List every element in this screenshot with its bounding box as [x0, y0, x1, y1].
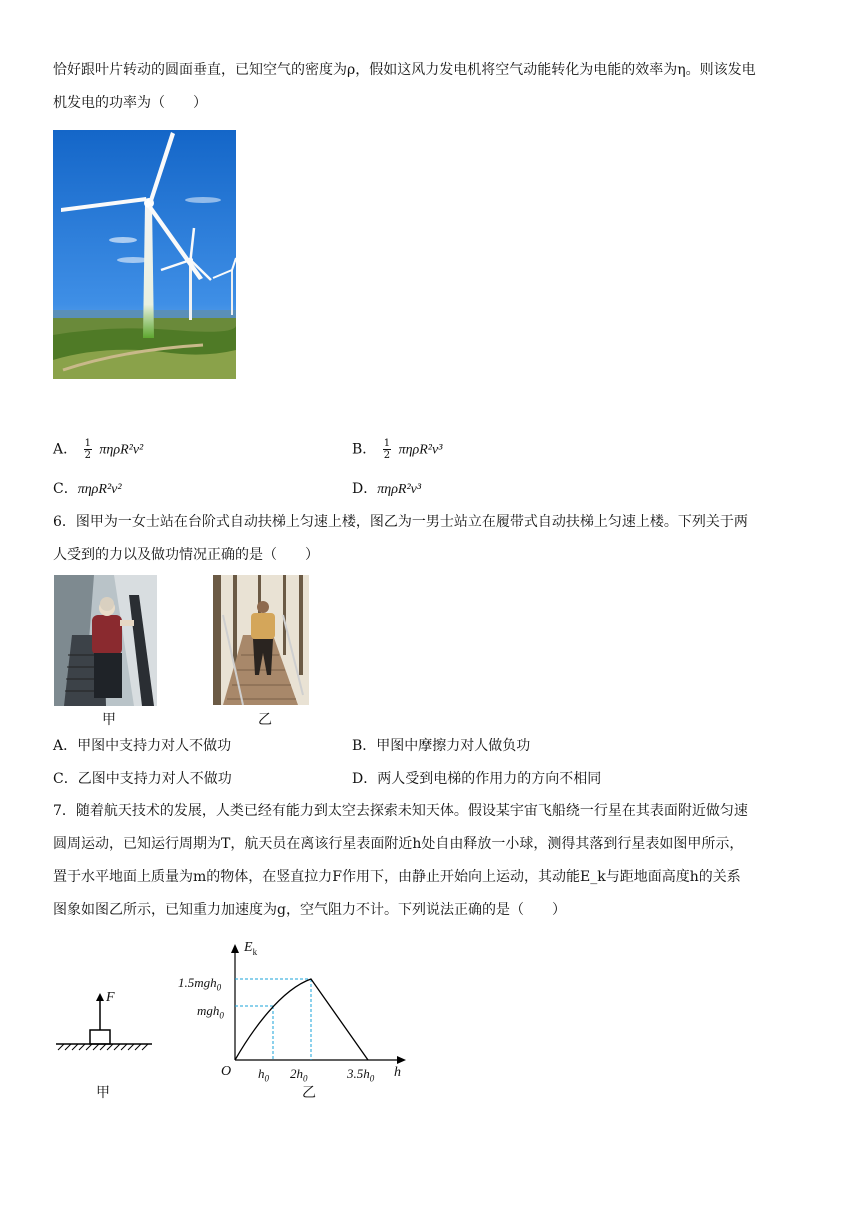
wind-turbine-image	[53, 130, 236, 379]
q7-line-3-text: 置于水平地面上质量为m的物体，在竖直拉力F作用下，由静止开始向上运动，其动能E_k与距地面高度h的关系	[53, 869, 741, 885]
q5-text-line-2	[53, 93, 207, 113]
force-label: F	[106, 990, 115, 1005]
ek-curve	[235, 979, 368, 1060]
escalator-photo-right	[213, 575, 309, 705]
q5-option-a-fraction	[84, 438, 92, 461]
escalator-right-caption: 乙	[258, 712, 272, 728]
q5-option-d-expression: πηρR²v³	[377, 482, 422, 497]
escalator-photo-left	[54, 575, 157, 706]
q7-line-1-text: 7．随着航天技术的发展，人类已经有能力到太空去探索未知天体。假设某宇宙飞船绕一行星在其表面附近做匀速	[53, 803, 748, 819]
q6-option-d[interactable]: D．两人受到电梯的作用力的方向不相同	[352, 771, 602, 787]
x-tick-1: $h_0$	[258, 1066, 269, 1084]
q5-option-c-expression: πηρR²v²	[77, 482, 122, 497]
fraction-numerator: 1	[84, 438, 91, 449]
escalator-left-caption: 甲	[102, 712, 116, 728]
q7-line-4-text: 图象如图乙所示，已知重力加速度为g，空气阻力不计。下列说法正确的是（ ）	[53, 902, 566, 918]
origin-label: O	[221, 1064, 232, 1079]
q5-option-a[interactable]	[53, 438, 143, 461]
step-escalator-image	[54, 575, 157, 706]
q7-text-line-3	[53, 867, 741, 887]
y-tick-low: mgh$_0$	[197, 1003, 224, 1021]
y-tick-high: 1.5mgh$_0$	[178, 975, 222, 993]
q5-option-a-label: A．	[53, 441, 78, 458]
q5-option-b-fraction	[383, 438, 391, 461]
y-axis-arrow	[231, 944, 239, 953]
q6-text-line-2	[53, 545, 319, 565]
guide-lines	[235, 979, 311, 1060]
q7-line-2-text: 圆周运动，已知运行周期为T，航天员在离该行星表面附近h处自由释放一小球，测得其落到行星表如图甲所示，	[53, 836, 744, 852]
q7-text-line-4	[53, 900, 566, 920]
moving-walkway-image	[213, 575, 309, 705]
ground-hatching	[58, 1044, 148, 1050]
force-arrow-head	[96, 993, 104, 1001]
force-diagram	[50, 988, 160, 1058]
q6-text-line-1	[53, 512, 748, 532]
q5-line-2-text: 机发电的功率为（ ）	[53, 95, 207, 111]
block	[90, 1030, 110, 1044]
q6-option-b[interactable]: B．甲图中摩擦力对人做负功	[352, 738, 531, 754]
q5-option-b-expression: πηρR²v³	[398, 442, 443, 458]
fraction-denominator: 2	[84, 450, 91, 461]
q6-line-1-text: 6．图甲为一女士站在台阶式自动扶梯上匀速上楼，图乙为一男士站立在履带式自动扶梯上匀速上楼。下列关于两	[53, 514, 748, 530]
q5-option-b-label: B．	[352, 441, 377, 458]
x-tick-2: $2h_0$	[290, 1066, 308, 1084]
figure-left-caption: 甲	[96, 1085, 110, 1101]
q5-option-d-label: D．	[352, 481, 378, 497]
q5-option-c-label: C．	[53, 481, 78, 497]
q5-text-line-1	[53, 60, 756, 80]
q7-text-line-1	[53, 801, 748, 821]
q5-option-d[interactable]	[352, 479, 421, 500]
q5-option-c[interactable]	[53, 479, 122, 500]
q6-option-c[interactable]: C．乙图中支持力对人不做功	[53, 771, 232, 787]
q5-option-a-expression: πηρR²v²	[99, 442, 144, 458]
fraction-numerator: 1	[383, 438, 391, 449]
y-axis-label: $E_k$	[244, 940, 258, 957]
figure-right-caption: 乙	[302, 1085, 316, 1101]
q7-text-line-2	[53, 834, 743, 854]
x-tick-3: $3.5h_0$	[347, 1066, 375, 1084]
wind-turbine-photo	[53, 130, 236, 379]
x-axis-label: h	[394, 1065, 401, 1080]
fraction-denominator: 2	[383, 450, 391, 461]
q6-option-a[interactable]: A．甲图中支持力对人不做功	[53, 738, 232, 754]
x-axis-arrow	[397, 1056, 406, 1064]
q5-line-1-text: 恰好跟叶片转动的圆面垂直，已知空气的密度为ρ，假如这风力发电机将空气动能转化为电能的效率为η。则该发电	[53, 62, 756, 78]
q6-line-2-text: 人受到的力以及做功情况正确的是（ ）	[53, 547, 319, 563]
q5-option-b[interactable]	[352, 438, 442, 461]
